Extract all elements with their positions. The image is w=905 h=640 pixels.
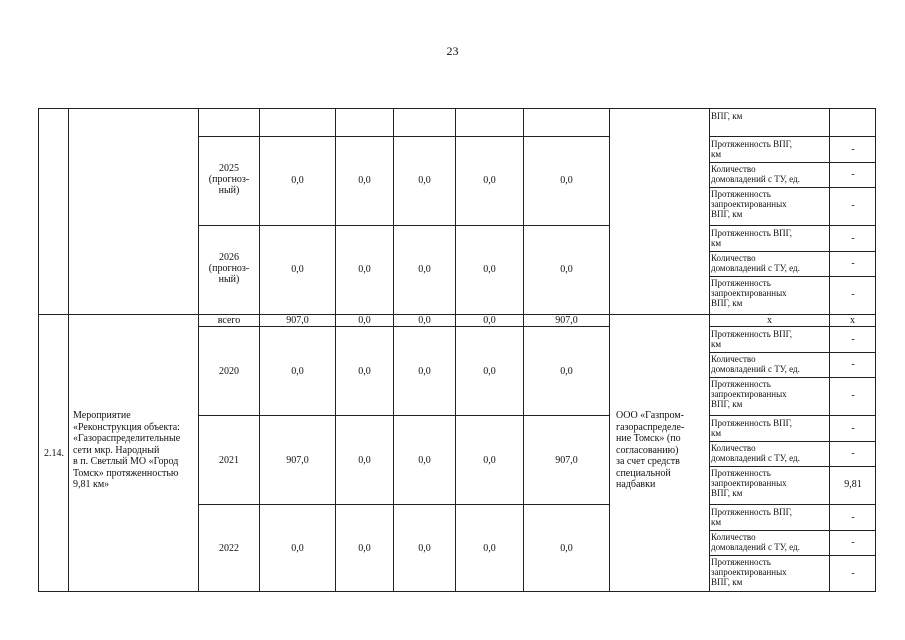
indicator-label: Количество: [711, 164, 756, 174]
row-separator: [709, 555, 876, 556]
row-separator: [709, 251, 876, 252]
executor-line: специальной: [616, 467, 671, 479]
row-separator: [709, 187, 876, 188]
title-line: 9,81 км»: [73, 479, 110, 490]
indicator-label: Протяженность ВПГ,: [711, 507, 793, 517]
executor-line: ООО «Газпром-: [616, 410, 684, 421]
table-divider: [609, 108, 610, 592]
row-number: 2.14.: [44, 448, 64, 459]
indicator-cell: [711, 164, 829, 184]
indicator-value: -: [851, 359, 855, 370]
row-separator: [709, 415, 876, 416]
indicator-label: Протяженность: [711, 189, 771, 199]
indicator-label: ВПГ, км: [711, 298, 743, 308]
table-border-bottom: [38, 591, 876, 592]
indicator-value: -: [851, 537, 855, 548]
value-cell: 907,0: [555, 455, 578, 466]
year-cell: [199, 252, 259, 285]
indicator-value: -: [851, 423, 855, 434]
indicator-label: Протяженность ВПГ,: [711, 228, 793, 238]
value-cell: 0,0: [418, 366, 431, 377]
title-line: Мероприятие: [73, 410, 131, 421]
row-separator: [709, 225, 876, 226]
year-label: 2020: [219, 366, 239, 377]
indicator-label: ВПГ, км: [711, 399, 743, 409]
row-separator: [709, 377, 876, 378]
row-separator: [198, 415, 609, 416]
value-cell: 0,0: [291, 543, 304, 554]
row-separator: [198, 326, 609, 327]
year-cell: [199, 163, 259, 196]
indicator-value: -: [851, 568, 855, 579]
value-cell: 0,0: [560, 175, 573, 186]
measure-title: [73, 410, 180, 491]
value-cell: 0,0: [483, 264, 496, 275]
value-cell: 0,0: [358, 366, 371, 377]
indicator-cell: [711, 468, 829, 498]
value-cell: 0,0: [291, 366, 304, 377]
indicator-label: Количество: [711, 532, 756, 542]
indicator-label: ВПГ, км: [711, 488, 743, 498]
indicator-label: ВПГ, км: [711, 577, 743, 587]
indicator-value: -: [851, 258, 855, 269]
indicator-label: Протяженность: [711, 468, 771, 478]
year-label: 2021: [219, 455, 239, 466]
indicator-label: ВПГ, км: [711, 209, 743, 219]
indicator-cell: [711, 278, 829, 308]
indicator-label: запроектированных: [711, 389, 787, 399]
value-cell: 907,0: [286, 455, 309, 466]
row-separator: [709, 466, 876, 467]
value-cell: 0,0: [358, 455, 371, 466]
indicator-label: Протяженность ВПГ,: [711, 139, 793, 149]
title-line: сети мкр. Народный: [73, 444, 160, 456]
indicator-label: домовладений с ТУ, ед.: [711, 453, 800, 463]
year-label: 2026: [219, 252, 239, 263]
value-cell: 0,0: [418, 175, 431, 186]
budget-table: [38, 108, 876, 592]
value-cell: 0,0: [418, 455, 431, 466]
executor-line: газораспределе-: [616, 421, 685, 433]
executor-line: согласованию): [616, 444, 679, 456]
indicator-label: домовладений с ТУ, ед.: [711, 364, 800, 374]
title-line: «Реконструкция объекта:: [73, 421, 180, 433]
value-cell: 0,0: [560, 264, 573, 275]
value-cell: 0,0: [418, 315, 431, 326]
indicator-value: -: [851, 233, 855, 244]
indicator-cell: [711, 443, 829, 463]
row-separator: [709, 441, 876, 442]
indicator-cell: [711, 507, 829, 527]
row-separator: [709, 162, 876, 163]
value-cell: 0,0: [560, 366, 573, 377]
value-cell: 0,0: [483, 175, 496, 186]
value-cell: 0,0: [418, 543, 431, 554]
year-label: 2022: [219, 543, 239, 554]
indicator-label: домовладений с ТУ, ед.: [711, 263, 800, 273]
executor-line: надбавки: [616, 479, 656, 490]
indicator-label: Протяженность ВПГ,: [711, 329, 793, 339]
value-cell: 0,0: [291, 175, 304, 186]
indicator-label: запроектированных: [711, 567, 787, 577]
indicator-label: км: [711, 149, 722, 159]
indicator-value: -: [851, 334, 855, 345]
indicator-label: запроектированных: [711, 478, 787, 488]
title-line: «Газораспределительные: [73, 433, 181, 444]
indicator-label: Количество: [711, 253, 756, 263]
indicator-cell: [711, 253, 829, 273]
value-cell: 0,0: [483, 315, 496, 326]
year-note: (прогноз-: [208, 174, 250, 185]
indicator-value: -: [851, 169, 855, 180]
total-label: всего: [217, 315, 241, 326]
row-separator: [709, 530, 876, 531]
indicator-cell: [711, 139, 829, 159]
value-cell: 0,0: [418, 264, 431, 275]
indicator-label: запроектированных: [711, 199, 787, 209]
year-note: ный): [218, 185, 240, 196]
indicator-cell: [711, 228, 829, 248]
indicator-cell: [711, 189, 829, 219]
indicator-total: x: [767, 315, 772, 326]
indicator-cell: [711, 379, 829, 409]
year-note: ный): [218, 274, 240, 285]
value-cell: 0,0: [483, 543, 496, 554]
executor-line: ние Томск» (по: [616, 433, 681, 444]
indicator-value: -: [851, 390, 855, 401]
indicator-label: Протяженность: [711, 278, 771, 288]
value-cell: 907,0: [555, 315, 578, 326]
row-separator: [198, 225, 609, 226]
indicator-label: Протяженность ВПГ,: [711, 418, 793, 428]
table-divider: [68, 108, 69, 592]
indicator-label: км: [711, 339, 722, 349]
table-border-left: [38, 108, 39, 592]
indicator-cell: [711, 329, 829, 349]
page-number: 23: [446, 44, 459, 58]
row-separator: [198, 136, 609, 137]
value-cell: 907,0: [286, 315, 309, 326]
value-cell: 0,0: [483, 366, 496, 377]
indicator-value: -: [851, 512, 855, 523]
executor: [616, 410, 684, 491]
indicator-label: Протяженность: [711, 379, 771, 389]
value-cell: 0,0: [483, 455, 496, 466]
indicator-cell: [711, 532, 829, 552]
table-border-top: [38, 108, 876, 109]
year-label: 2025: [219, 163, 239, 174]
indicator-cell: [711, 557, 829, 587]
indicator-label: запроектированных: [711, 288, 787, 298]
indicator-label: ВПГ, км: [711, 111, 743, 121]
row-separator: [198, 504, 609, 505]
indicator-cell: [711, 111, 829, 121]
indicator-cell: [711, 354, 829, 374]
indicator-label: Протяженность: [711, 557, 771, 567]
value-cell: 0,0: [358, 543, 371, 554]
value-cell: 0,0: [358, 264, 371, 275]
indicator-cell: [711, 418, 829, 438]
table-border-right: [875, 108, 876, 592]
executor-line: за счет средств: [616, 456, 680, 467]
indicator-value: -: [851, 144, 855, 155]
indicator-value: 9,81: [844, 479, 862, 490]
row-separator: [709, 352, 876, 353]
indicator-label: домовладений с ТУ, ед.: [711, 174, 800, 184]
indicator-label: Количество: [711, 354, 756, 364]
indicator-value: -: [851, 200, 855, 211]
indicator-total-value: x: [850, 315, 855, 326]
indicator-value: -: [851, 289, 855, 300]
indicator-label: домовладений с ТУ, ед.: [711, 542, 800, 552]
year-note: (прогноз-: [208, 263, 250, 274]
title-line: в п. Светлый МО «Город: [73, 456, 179, 467]
value-cell: 0,0: [358, 175, 371, 186]
value-cell: 0,0: [560, 543, 573, 554]
indicator-label: км: [711, 428, 722, 438]
row-separator: [709, 136, 876, 137]
value-cell: 0,0: [358, 315, 371, 326]
table-divider: [829, 108, 830, 592]
row-separator: [709, 326, 876, 327]
title-line: Томск» протяженностью: [73, 467, 179, 479]
indicator-label: Количество: [711, 443, 756, 453]
indicator-label: км: [711, 238, 722, 248]
indicator-label: км: [711, 517, 722, 527]
value-cell: 0,0: [291, 264, 304, 275]
row-separator: [709, 504, 876, 505]
indicator-value: -: [851, 448, 855, 459]
row-separator: [709, 276, 876, 277]
table-divider: [709, 108, 710, 592]
